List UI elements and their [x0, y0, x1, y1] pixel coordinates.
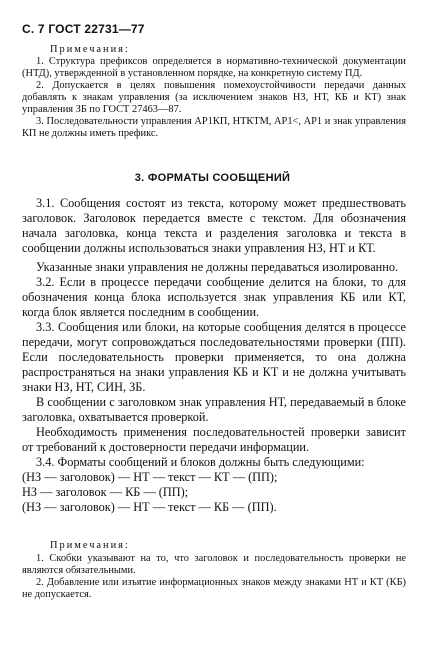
format-formula: НЗ — заголовок — КБ — (ПП); — [22, 485, 189, 499]
note-item: 1. Структура префиксов определяется в нормативно-технической документации (НТД), утвержденной в установленном порядке, на конкретную систему ПД. — [22, 56, 406, 79]
note-item: 1. Скобки указывают на то, что заголовок и последовательность проверки не являются обязательными. — [22, 553, 406, 576]
paragraph: 3.2. Если в процессе передачи сообщение делится на блоки, то для обозначения конца блока используется знак управления КБ или КТ, когда блок является последним в сообщении. — [22, 275, 406, 319]
notes-bottom-title: Примечания: — [50, 540, 130, 551]
section-body — [22, 196, 406, 515]
notes-bottom — [22, 540, 406, 601]
note-item: 2. Допускается в целях повышения помехоустойчивости передачи данных добавлять к знакам управления (за исключением знаков НЗ, НТ, КБ и КТ) знак управления ЗБ по ГОСТ 27463—87. — [22, 80, 406, 115]
paragraph: 3.4. Форматы сообщений и блоков должны быть следующими: — [36, 455, 365, 469]
format-formula: (НЗ — заголовок) — НТ — текст — КТ — (ПП); — [22, 470, 278, 484]
notes-top-title: Примечания: — [50, 44, 130, 55]
paragraph: Указанные знаки управления не должны передаваться изолированно. — [36, 260, 399, 274]
section-title: 3. ФОРМАТЫ СООБЩЕНИЙ — [134, 172, 291, 184]
note-item: 3. Последовательности управления АР1КП, НТКТМ, АР1<, АР1 и знак управления КП не должны иметь префикс. — [22, 116, 406, 139]
paragraph: 3.3. Сообщения или блоки, на которые сообщения делятся в процессе передачи, могут сопровождаться последовательностями проверки (ПП). Если последовательность проверки применяется, то она должна распространяться на знаки управления КБ и КТ и не должна учитывать знаки НЗ, НТ, СИН, ЗБ. — [22, 320, 406, 394]
paragraph: 3.1. Сообщения состоят из текста, которому может предшествовать заголовок. Заголовок передается вместе с текстом. Для обозначения начала заголовка, конца текста и разделения заголовка и текста в сообщении должны использоваться знаки управления НЗ, НТ и КТ. — [22, 196, 406, 255]
format-formula: (НЗ — заголовок) — НТ — текст — КБ — (ПП). — [22, 500, 277, 514]
note-item: 2. Добавление или изъятие информационных знаков между знаками НТ и КТ (КБ) не допускается. — [22, 577, 406, 600]
notes-top — [22, 44, 406, 140]
paragraph: Необходимость применения последовательностей проверки зависит от требований к достоверности передачи информации. — [22, 425, 406, 454]
page-header: С. 7 ГОСТ 22731—77 — [22, 22, 145, 36]
paragraph: В сообщении с заголовком знак управления НТ, передаваемый в блоке заголовка, охватывается проверкой. — [22, 395, 406, 424]
